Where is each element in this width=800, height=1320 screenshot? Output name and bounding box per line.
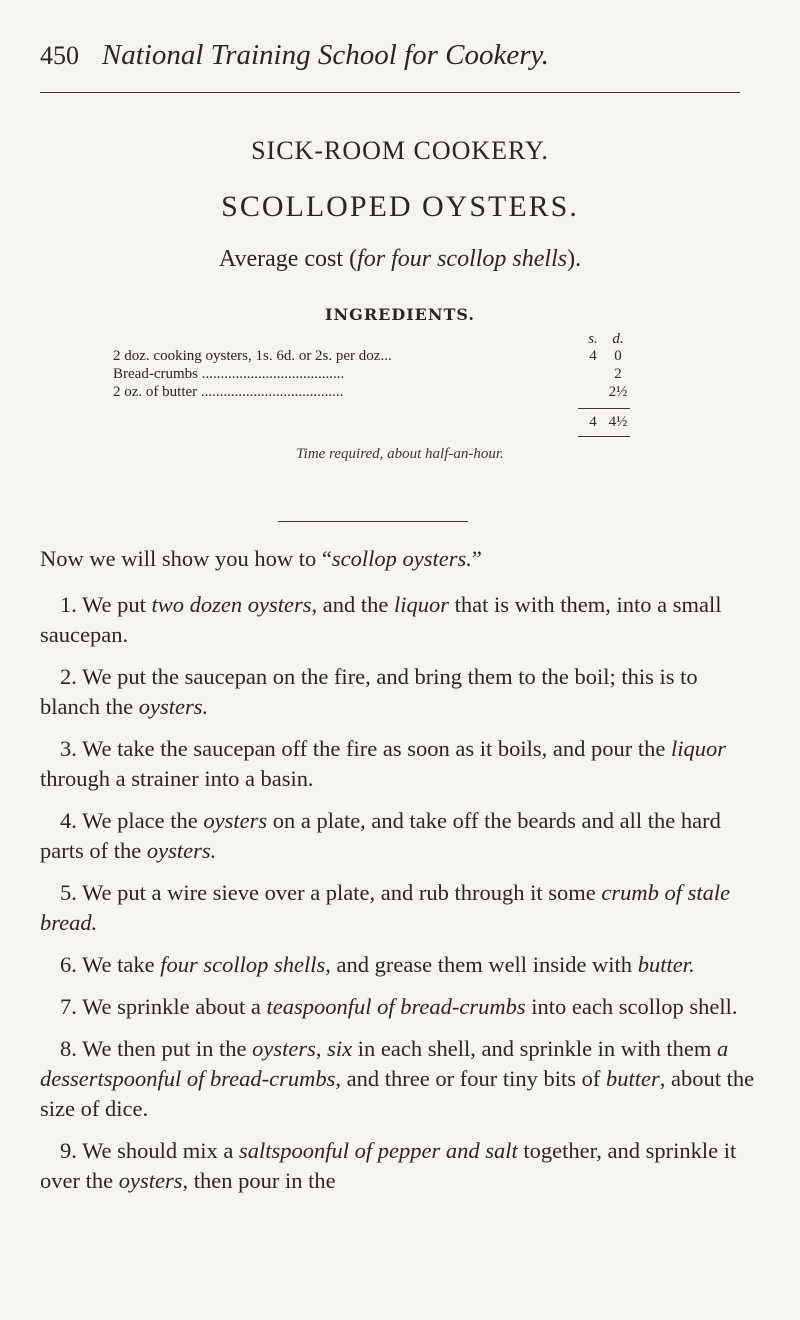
total-rule-bottom <box>578 436 630 437</box>
step-emphasis: butter <box>605 1066 660 1091</box>
method-step <box>40 734 760 794</box>
step-text: in each shell, and sprinkle in with them <box>352 1036 718 1061</box>
intro-paragraph <box>40 546 760 572</box>
step-emphasis: teaspoonful of bread-crumbs <box>266 994 526 1019</box>
step-emphasis: six <box>327 1036 353 1061</box>
book-title: National Training School for Cookery. <box>101 39 550 71</box>
step-emphasis: butter. <box>637 952 695 977</box>
pence-header: d. <box>612 331 624 347</box>
step-text: together, and sprinkle it over the <box>40 1138 737 1193</box>
method-step <box>40 806 760 866</box>
ingredient-pence: 0 <box>614 348 622 364</box>
ingredient-row <box>113 348 633 366</box>
step-text: , and the <box>311 592 395 617</box>
intro-italic: scollop oysters. <box>331 546 472 571</box>
step-emphasis: saltspoonful of pepper and salt <box>239 1138 518 1163</box>
intro-suffix: ” <box>471 546 482 571</box>
step-emphasis: oysters. <box>146 838 217 863</box>
section-divider <box>278 521 468 522</box>
method-step <box>40 1034 760 1124</box>
intro-prefix: Now we will show you how to “ <box>40 546 332 571</box>
step-emphasis: oysters. <box>138 694 209 719</box>
step-text: on a plate, and take off the beards and all the hard parts of the <box>40 808 721 863</box>
method-step <box>40 878 760 938</box>
step-text: 3. We take the saucepan off the fire as soon as it boils, and pour the <box>60 736 671 761</box>
step-text: 5. We put a wire sieve over a plate, and rub through it some <box>60 880 602 905</box>
ingredient-shillings: 4 <box>589 348 597 364</box>
method-steps <box>40 590 760 1208</box>
step-text: 9. We should mix a <box>60 1138 240 1163</box>
header-rule <box>40 92 740 93</box>
cost-italic: for four scollop shells <box>357 246 568 272</box>
method-step <box>40 662 760 722</box>
step-text: , and grease them well inside with <box>325 952 638 977</box>
step-emphasis: oysters <box>203 808 268 833</box>
step-text: , and three or four tiny bits of <box>335 1066 606 1091</box>
step-emphasis: four scollop shells <box>160 952 326 977</box>
step-emphasis: two dozen oysters <box>151 592 312 617</box>
ingredients-heading: INGREDIENTS. <box>325 305 475 324</box>
total-row <box>113 414 633 432</box>
total-rule-top <box>578 408 630 409</box>
page-number: 450 <box>40 41 79 70</box>
step-text: 4. We place the <box>60 808 204 833</box>
step-text: that is with them, into a small saucepan. <box>40 592 722 647</box>
cost-prefix: Average cost ( <box>218 246 358 272</box>
total-shillings: 4 <box>589 414 597 430</box>
ingredient-pence: 2 <box>614 366 622 382</box>
ingredient-name: 2 oz. of butter ...................................... <box>113 384 344 400</box>
step-emphasis: liquor <box>394 592 450 617</box>
method-step <box>40 950 760 980</box>
step-emphasis: oysters <box>118 1168 183 1193</box>
step-text: , <box>315 1036 328 1061</box>
step-emphasis: a dessertspoonful of bread-crumbs <box>40 1036 729 1091</box>
step-text: through a strainer into a basin. <box>40 766 314 791</box>
ingredient-row <box>113 366 633 384</box>
method-step <box>40 1136 760 1196</box>
ingredient-name: 2 doz. cooking oysters, 1s. 6d. or 2s. per doz... <box>113 348 392 364</box>
ingredients-column-header <box>113 331 633 349</box>
method-step <box>40 590 760 650</box>
running-head <box>40 38 740 72</box>
step-text: 7. We sprinkle about a <box>60 994 267 1019</box>
time-required: Time required, about half-an-hour. <box>296 446 504 462</box>
step-text: 1. We put <box>60 592 152 617</box>
total-pence: 4½ <box>608 414 628 430</box>
step-text: , then pour in the <box>182 1168 336 1193</box>
step-emphasis: crumb of stale bread. <box>40 880 731 935</box>
method-step <box>40 992 760 1022</box>
step-emphasis: oysters <box>252 1036 316 1061</box>
cost-suffix: ). <box>567 246 582 272</box>
recipe-title: SCOLLOPED OYSTERS. <box>221 190 579 223</box>
step-text: , about the size of dice. <box>40 1066 755 1121</box>
ingredient-name: Bread-crumbs ...................................... <box>113 366 345 382</box>
shillings-header: s. <box>588 331 598 347</box>
step-text: 6. We take <box>60 952 161 977</box>
step-text: 2. We put the saucepan on the fire, and bring them to the boil; this is to blanch the <box>40 664 698 719</box>
step-emphasis: liquor <box>670 736 726 761</box>
section-title: SICK-ROOM COOKERY. <box>251 136 549 165</box>
ingredient-row <box>113 384 633 402</box>
average-cost <box>0 246 800 273</box>
ingredient-pence: 2½ <box>608 384 628 400</box>
step-text: 8. We then put in the <box>60 1036 253 1061</box>
step-text: into each scollop shell. <box>525 994 738 1019</box>
